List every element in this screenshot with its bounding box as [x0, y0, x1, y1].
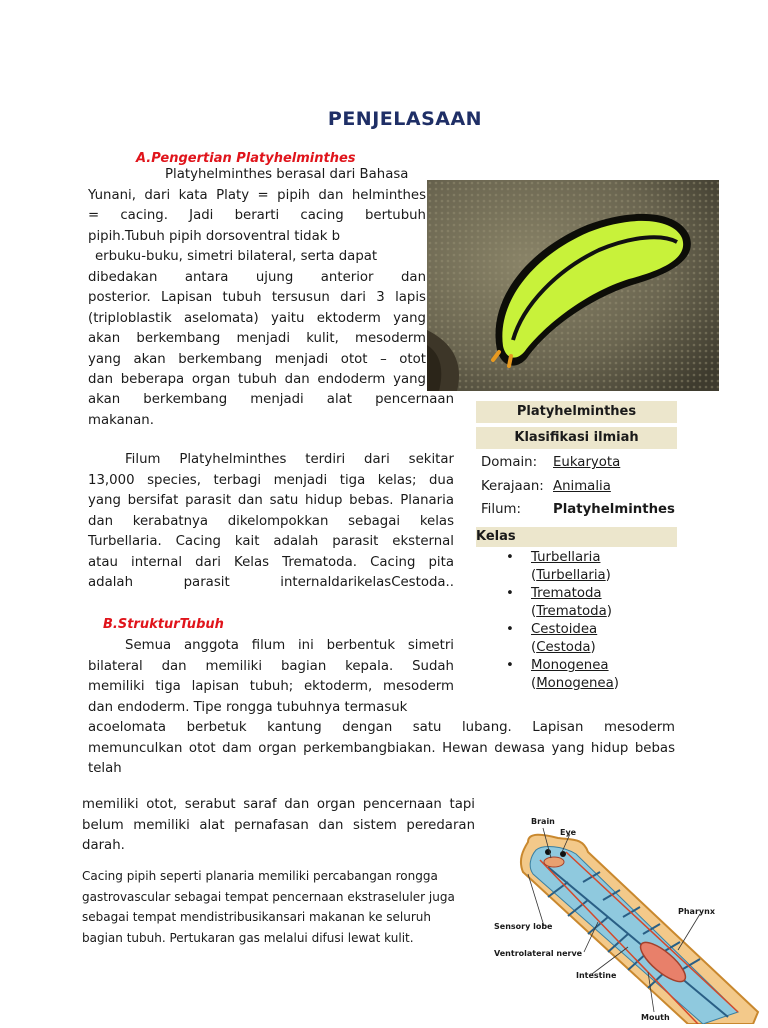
text-line: telah: [88, 761, 122, 776]
label-intestine: Intestine: [576, 971, 617, 980]
section-a-heading: A.Pengertian Platyhelminthes: [136, 151, 356, 166]
flatworm-photo-graphic: [427, 180, 719, 391]
text-line: makanan.: [88, 412, 154, 428]
text-line: yang akan berkembang menjadi otot – otot: [88, 351, 426, 367]
text-line: dan endoderm. Tipe rongga tubuhnya termasuk: [88, 699, 408, 715]
kelas-link[interactable]: Trematoda: [531, 586, 602, 601]
label-mouth: Mouth: [641, 1013, 670, 1022]
otot-paragraph: [82, 795, 475, 857]
text-line: Platyhelminthes berasal dari Bahasa: [165, 167, 409, 182]
kelas-link[interactable]: Cestoidea: [531, 622, 598, 637]
text-line: acoelomata berbetuk kantung dengan satu lubang. Lapisan mesoderm: [88, 720, 675, 735]
text-line: akan berkembang menjadi alat pencernaan: [88, 392, 454, 407]
text-line: memiliki otot, serabut saraf dan organ pencernaan tapi: [82, 797, 475, 812]
kelas-alt-link[interactable]: Cestoda: [536, 640, 591, 655]
kelas-alt-link[interactable]: Turbellaria: [536, 568, 606, 583]
kelas-link[interactable]: Turbellaria: [531, 550, 601, 565]
text-line: Filum Platyhelminthes terdiri dari sekitar: [125, 452, 454, 467]
text-line: belum memiliki alat pernafasan dan sistem peredaran: [82, 817, 475, 833]
text-line: bagian tubuh. Pertukaran gas melalui difusi lewat kulit.: [82, 930, 414, 945]
text-line: sebagai tempat mendistribusikansari makanan ke seluruh: [82, 910, 431, 924]
filum-paragraph: [88, 450, 454, 594]
filum-value: Platyhelminthes: [553, 502, 675, 517]
text-line: memunculkan otot dam organ perkembangbiakan. Hewan dewasa yang hidup bebas: [88, 740, 675, 756]
taxobox-klasifikasi: Klasifikasi ilmiah: [476, 427, 677, 449]
section-b-paragraph: [88, 636, 454, 718]
text-line: pipih.Tubuh pipih dorsoventral tidak b: [88, 228, 341, 244]
text-line: Turbellaria. Cacing kait adalah parasit eksternal: [88, 534, 454, 549]
domain-link[interactable]: Eukaryota: [553, 455, 621, 470]
list-item: • Trematoda (Trematoda): [506, 586, 612, 619]
list-item: • Cestoidea (Cestoda): [506, 622, 598, 655]
kelas-alt-link[interactable]: Trematoda: [536, 604, 607, 619]
text-line: akan berkembang menjadi kulit, mesoderm: [88, 331, 426, 346]
text-line: Cacing pipih seperti planaria memiliki percabangan rongga: [82, 869, 438, 883]
cacing-paragraph: [82, 866, 482, 948]
bullet-icon: •: [506, 658, 514, 673]
text-line: = cacing. Jadi berarti cacing bertubuh: [88, 208, 426, 223]
kelas-alt-link[interactable]: Monogenea: [536, 676, 614, 691]
text-line: Yunani, dari kata Platy = pipih dan helminthes: [88, 187, 426, 203]
text-line: (triploblastik aselomata) yaitu ektoderm yang: [88, 310, 426, 326]
kerajaan-label: Kerajaan:: [481, 479, 544, 494]
label-nerve: Ventrolateral nerve: [494, 949, 583, 958]
text-line: Semua anggota filum ini berbentuk simetri: [125, 638, 454, 653]
text-line: darah.: [82, 838, 125, 853]
list-item: • Turbellaria (Turbellaria): [506, 550, 611, 583]
bullet-icon: •: [506, 586, 514, 601]
section-b-heading: B.StrukturTubuh: [103, 617, 224, 632]
text-line: dan beberapa organ tubuh dan endoderm yang: [88, 372, 426, 387]
section-a-paragraph-end: [88, 390, 454, 431]
kelas-label: Kelas: [476, 529, 516, 544]
text-line: memiliki tiga lapisan tubuh; ektoderm, mesoderm: [88, 679, 454, 694]
kelas-link[interactable]: Monogenea: [531, 658, 609, 673]
domain-label: Domain:: [481, 455, 538, 470]
flatworm-photo: [427, 180, 719, 391]
text-line: gastrovascular sebagai tempat pencernaan ekstraseluler juga: [82, 889, 455, 904]
taxobox-name: Platyhelminthes: [476, 401, 677, 423]
bullet-icon: •: [506, 622, 514, 637]
text-line: dan kerabatnya dikelompokkan sebagai kelas: [88, 513, 454, 529]
label-brain: Brain: [531, 817, 555, 826]
list-item: • Monogenea (Monogenea): [506, 658, 619, 691]
planaria-diagram: [488, 812, 768, 1024]
section-b-paragraph-wide: [88, 718, 675, 780]
page-title: PENJELASAAN: [327, 108, 483, 130]
label-eye: Eye: [560, 828, 577, 837]
section-a-paragraph: [88, 165, 426, 391]
bullet-icon: •: [506, 550, 514, 565]
label-pharynx: Pharynx: [678, 907, 715, 916]
text-line: adalah parasit internaldarikelasCestoda..: [88, 575, 454, 590]
kelas-header: [476, 527, 677, 547]
planaria-diagram-graphic: [488, 812, 768, 1024]
kerajaan-link[interactable]: Animalia: [553, 479, 611, 494]
text-line: erbuku-buku, simetri bilateral, serta dapat: [95, 249, 378, 264]
text-line: yang bersifat parasit dan satu hidup bebas. Planaria: [88, 493, 454, 508]
text-line: atau internal dari Kelas Trematoda. Cacing pita: [88, 554, 454, 570]
text-line: bilateral dan memiliki bagian kepala. Sudah: [88, 658, 454, 674]
text-line: dibedakan antara ujung anterior dan: [88, 269, 426, 285]
text-line: posterior. Lapisan tubuh tersusun dari 3 lapis: [88, 290, 426, 305]
text-line: 13,000 species, terbagi menjadi tiga kelas; dua: [88, 472, 454, 488]
filum-label: Filum:: [481, 502, 521, 517]
kelas-list: [506, 549, 681, 693]
label-sensory-lobe: Sensory lobe: [494, 922, 553, 931]
